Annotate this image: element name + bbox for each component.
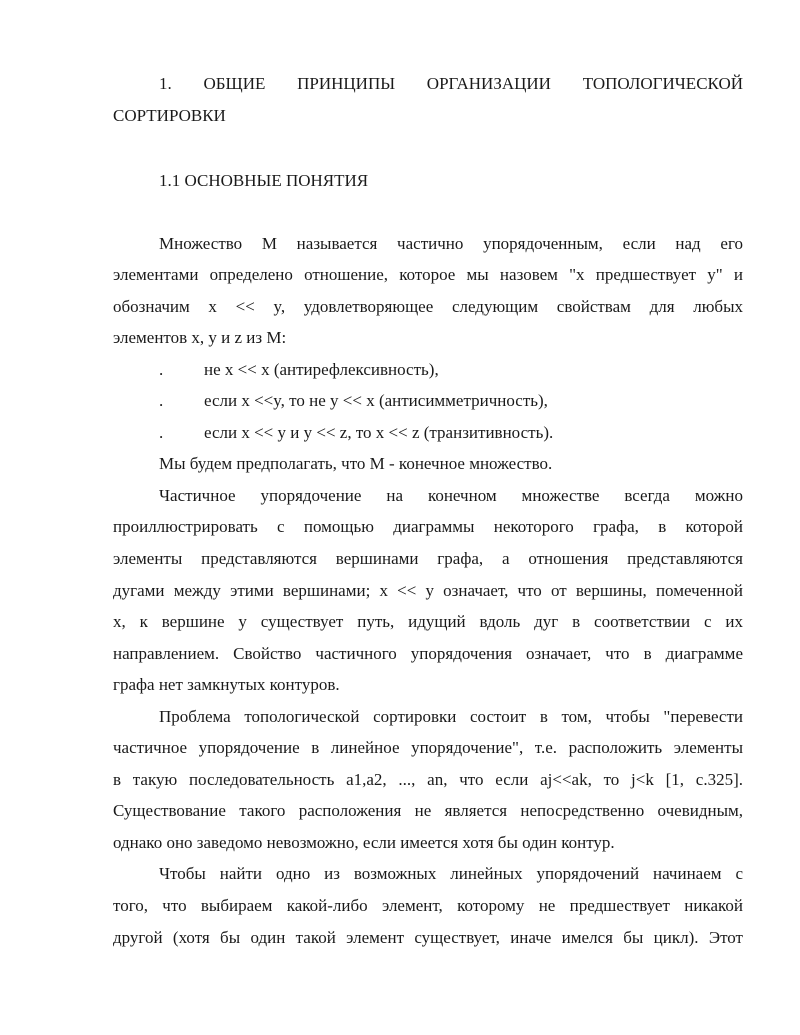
- paragraph-line: другой (хотя бы один такой элемент существует, иначе имелся бы цикл). Этот: [113, 928, 743, 947]
- list-item: не x << x (антирефлексивность),: [204, 360, 439, 379]
- paragraph-line: x, к вершине y существует путь, идущий вдоль дуг в соответствии с их: [113, 612, 743, 631]
- paragraph-line: проиллюстрировать с помощью диаграммы некоторого графа, в которой: [113, 517, 743, 536]
- paragraph-line: частичное упорядочение в линейное упорядочение", т.е. расположить элементы: [113, 738, 743, 757]
- list-bullet: .: [159, 391, 164, 410]
- paragraph-line: Проблема топологической сортировки состоит в том, чтобы "перевести: [159, 707, 743, 726]
- paragraph-line: направлением. Свойство частичного упорядочения означает, что в диаграмме: [113, 644, 743, 663]
- list-item: если x << y и y << z, то x << z (транзитивность).: [204, 423, 554, 442]
- paragraph-line: графа нет замкнутых контуров.: [113, 675, 340, 694]
- chapter-heading-line-2: СОРТИРОВКИ: [113, 106, 226, 125]
- paragraph-line: однако оно заведомо невозможно, если имеется хотя бы один контур.: [113, 833, 615, 852]
- paragraph-line: элементами определено отношение, которое мы назовем "x предшествует y" и: [113, 265, 743, 284]
- paragraph-line: дугами между этими вершинами; x << y означает, что от вершины, помеченной: [113, 581, 743, 600]
- paragraph-line: Чтобы найти одно из возможных линейных упорядочений начинаем с: [159, 864, 743, 883]
- paragraph-line: элементов x, y и z из М:: [113, 328, 287, 347]
- paragraph-line: Частичное упорядочение на конечном множестве всегда можно: [159, 486, 743, 505]
- list-bullet: .: [159, 360, 164, 379]
- section-subheading: 1.1 ОСНОВНЫЕ ПОНЯТИЯ: [159, 171, 369, 190]
- chapter-heading-line-1: 1. ОБЩИЕ ПРИНЦИПЫ ОРГАНИЗАЦИИ ТОПОЛОГИЧЕСКОЙ: [159, 74, 743, 93]
- list-item: если x <<y, то не y << x (антисимметричность),: [204, 391, 548, 410]
- list-bullet: .: [159, 423, 164, 442]
- paragraph-line: Множество М называется частично упорядоченным, если над его: [159, 234, 743, 253]
- paragraph-line: Мы будем предполагать, что М - конечное множество.: [159, 454, 553, 473]
- paragraph-line: в такую последовательность a1,a2, ..., an, что если aj<<ak, то j<k [1, с.325].: [113, 770, 743, 789]
- paragraph-line: элементы представляются вершинами графа, а отношения представляются: [113, 549, 743, 568]
- paragraph-line: того, что выбираем какой-либо элемент, которому не предшествует никакой: [113, 896, 743, 915]
- paragraph-line: Существование такого расположения не является непосредственно очевидным,: [113, 801, 743, 820]
- paragraph-line: обозначим x << y, удовлетворяющее следующим свойствам для любых: [113, 297, 743, 316]
